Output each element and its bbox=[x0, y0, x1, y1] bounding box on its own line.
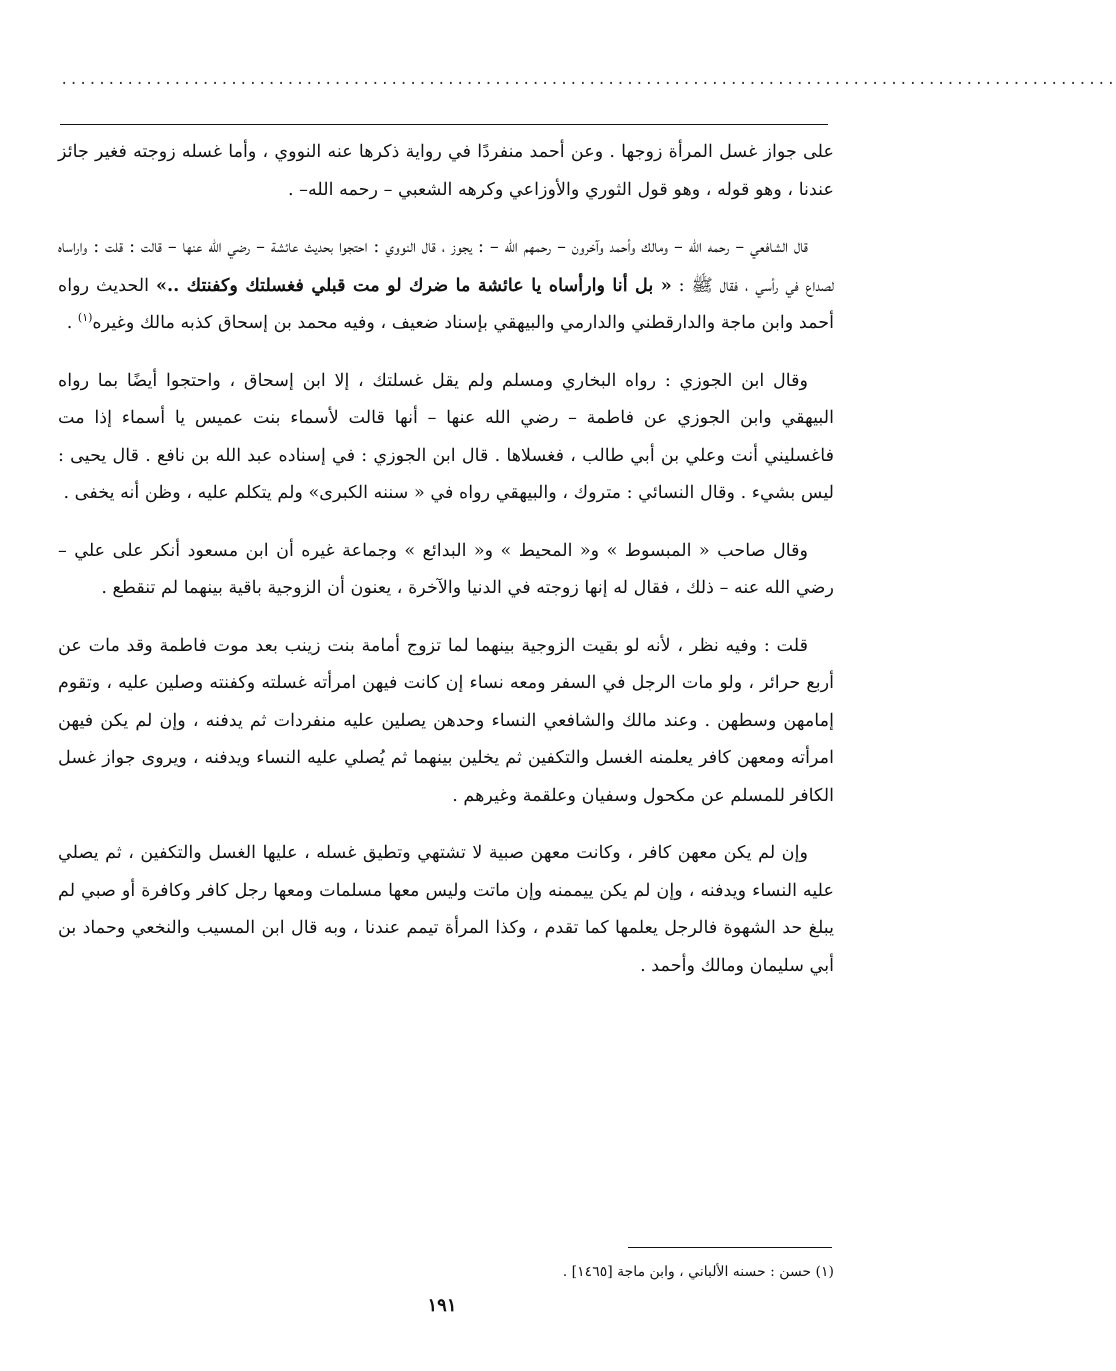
footnote-reference[interactable]: (١) bbox=[77, 311, 93, 325]
paragraph-2-intro: قال الشافعي – رحمه الله – ومالك وأحمد وآخرون – رحمهم الله – : يجوز ، قال النووي : احتجوا بحديث عائشة – رضي الله عنها – قالت : قلت : واراساه لصداع في رأسي ، فقال ﷺ : bbox=[58, 237, 834, 296]
paragraph-5 bbox=[58, 628, 834, 816]
paragraph-6 bbox=[58, 835, 834, 985]
footnote: (١) حسن : حسنه الألباني ، وابن ماجة [١٤٦٥] . bbox=[562, 1264, 834, 1280]
paragraph-2-end: . bbox=[66, 313, 73, 333]
paragraph-6-text: وإن لم يكن معهن كافر ، وكانت معهن صبية لا تشتهي وتطيق غسله ، عليها الغسل والتكفين ، ثم يصلي عليه النساء ويدفنه ، وإن لم يكن ييممنه وإن ماتت وليس معها مسلمات ومعها رجل كافر وكافرة أو صبي لم يبلغ حد الشهوة فالرجل يعلمها كما تقدم ، وكذا المرأة تيمم عندنا ، وبه قال ابن المسيب والنخعي وحماد بن أبي سليمان ومالك وأحمد . bbox=[58, 843, 834, 976]
paragraph-3-text: وقال ابن الجوزي : رواه البخاري ومسلم ولم يقل غسلتك ، إلا ابن إسحاق ، واحتجوا أيضًا بما رواه البيهقي وابن الجوزي عن فاطمة – رضي الله عنها – أنها قالت لأسماء بنت عميس يا أسماء إذا مت فاغسليني أنت وعلي بن أبي طالب ، فغسلاها . قال ابن الجوزي : في إسناده عبد الله بن نافع . قال يحيى : ليس بشيء . وقال النسائي : متروك ، والبيهقي رواه في « سننه الكبرى» ولم يتكلم عليه ، وظن أنه يخفى . bbox=[58, 370, 834, 503]
paragraph-4 bbox=[58, 533, 834, 608]
paragraph-2 bbox=[58, 229, 834, 343]
paragraph-1: على جواز غسل المرأة زوجها . وعن أحمد منفردًا في رواية ذكرها عنه النووي ، وأما غسله زوجته فغير جائز عندنا ، وهو قوله ، وهو قول الثوري والأوزاعي وكرهه الشعبي – رحمه الله– . bbox=[58, 142, 834, 200]
header-dotted-line: ................................................................................................................ bbox=[60, 72, 1116, 88]
paragraph-5-text: قلت : وفيه نظر ، لأنه لو بقيت الزوجية بينهما لما تزوج أمامة بنت زينب بعد موت فاطمة وقد مات عن أربع حرائر ، ولو مات الرجل في السفر ومعه نساء إن كانت فيهن امرأته غسلته وكفنته وصلين عليه ، وتقوم إمامهن وسطهن . وعند مالك والشافعي النساء وحدهن يصلين عليه منفردات ثم يدفنه ، وإن لم يكن فيهن امرأته ومعهن كافر يعلمنه الغسل والتكفين ثم يخلين بينهما ثم يُصلي عليه النساء ويدفنه ، ويروى جواز غسل الكافر للمسلم عن مكحول وسفيان وعلقمة وغيرهم . bbox=[58, 635, 834, 806]
paragraph-4-text: وقال صاحب « المبسوط » و« المحيط » و« البدائع » وجماعة غيره أن ابن مسعود أنكر على علي – رضي الله عنه – ذلك ، فقال له إنها زوجته في الدنيا والآخرة ، يعنون أن الزوجية باقية بينهما لم تنقطع . bbox=[58, 540, 834, 598]
page-number: ١٩١ bbox=[427, 1295, 457, 1316]
hadith-quote: « بل أنا وارأساه يا عائشة ما ضرك لو مت قبلي فغسلتك وكفنتك ..» bbox=[155, 274, 672, 296]
header-rule bbox=[60, 124, 828, 125]
footnote-rule bbox=[628, 1247, 832, 1248]
paragraph-2-continuation: الحديث رواه أحمد وابن ماجة والدارقطني والدارمي والبيهقي بإسناد ضعيف ، وفيه محمد بن إسحاق كذبه مالك وغيره bbox=[58, 275, 834, 333]
paragraph-3 bbox=[58, 363, 834, 513]
main-text bbox=[58, 134, 834, 1005]
